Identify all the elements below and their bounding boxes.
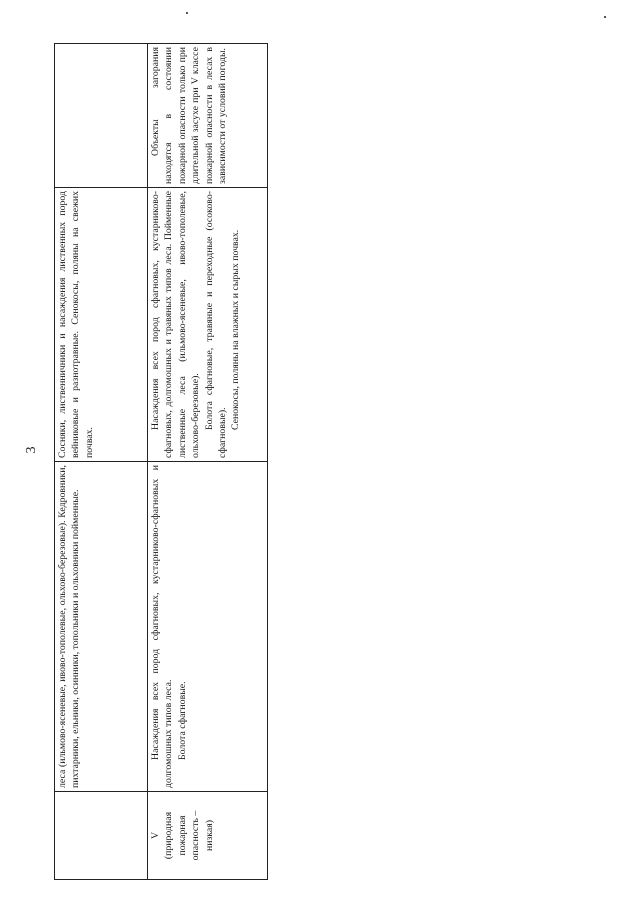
rotated-table-wrapper <box>54 44 268 880</box>
paragraph: Болота сфагновые, травяные и переходные (осоково-сфагновые). <box>203 191 229 458</box>
paragraph: Насаждения всех пород сфагновых, кустарниково-сфагновых, долгомошных и травяных типов леса. Пойменные лиственные леса (ильмово-ясеневые, ивово-тополевые, ольхово-березовые). <box>150 191 202 458</box>
paragraph: Сенокосы, поляны на влажных и сырых почвах. <box>230 229 242 430</box>
paragraph: Болота сфагновые. <box>176 681 188 760</box>
fire-danger-class-table <box>54 43 268 880</box>
table-row <box>148 44 268 880</box>
table-row <box>55 44 148 880</box>
forest-types-cell: леса (ильмово-ясеневые, ивово-тополевые, ольхово-березовые). Кедровники, пихтарники, ельники, осинники, топольники и ольховники пойменные. <box>55 462 148 792</box>
paragraph: Объекты загорания находятся в состоянии пожарной опасности только при длительной засухе при V классе пожарной опасности в лесах в зависимости от условий погоды. <box>150 47 229 184</box>
page-number: 3 <box>24 446 39 454</box>
class-label-line: низкая) <box>203 819 215 852</box>
paragraph: Насаждения всех пород сфагновых, кустарниково-сфагновых и долгомошных типов леса. <box>150 465 175 788</box>
conditions-cell <box>55 44 148 188</box>
scan-speck <box>186 12 188 14</box>
scan-speck <box>604 16 606 18</box>
class-label-line: опасность – <box>190 810 202 861</box>
vegetation-cell <box>148 188 268 462</box>
conditions-cell <box>148 44 268 188</box>
forest-types-cell <box>148 462 268 792</box>
fire-class-label-cell <box>148 792 268 880</box>
class-label-line: пожарная <box>176 815 188 856</box>
class-cell-top <box>55 792 148 880</box>
vegetation-cell: Сосняки, лиственничники и насаждения лиственных пород вейниковые и разнотравные. Сенокосы, поляны на свежих почвах. <box>55 188 148 462</box>
class-number: V <box>150 831 161 840</box>
class-label-line: (природная <box>163 811 175 860</box>
